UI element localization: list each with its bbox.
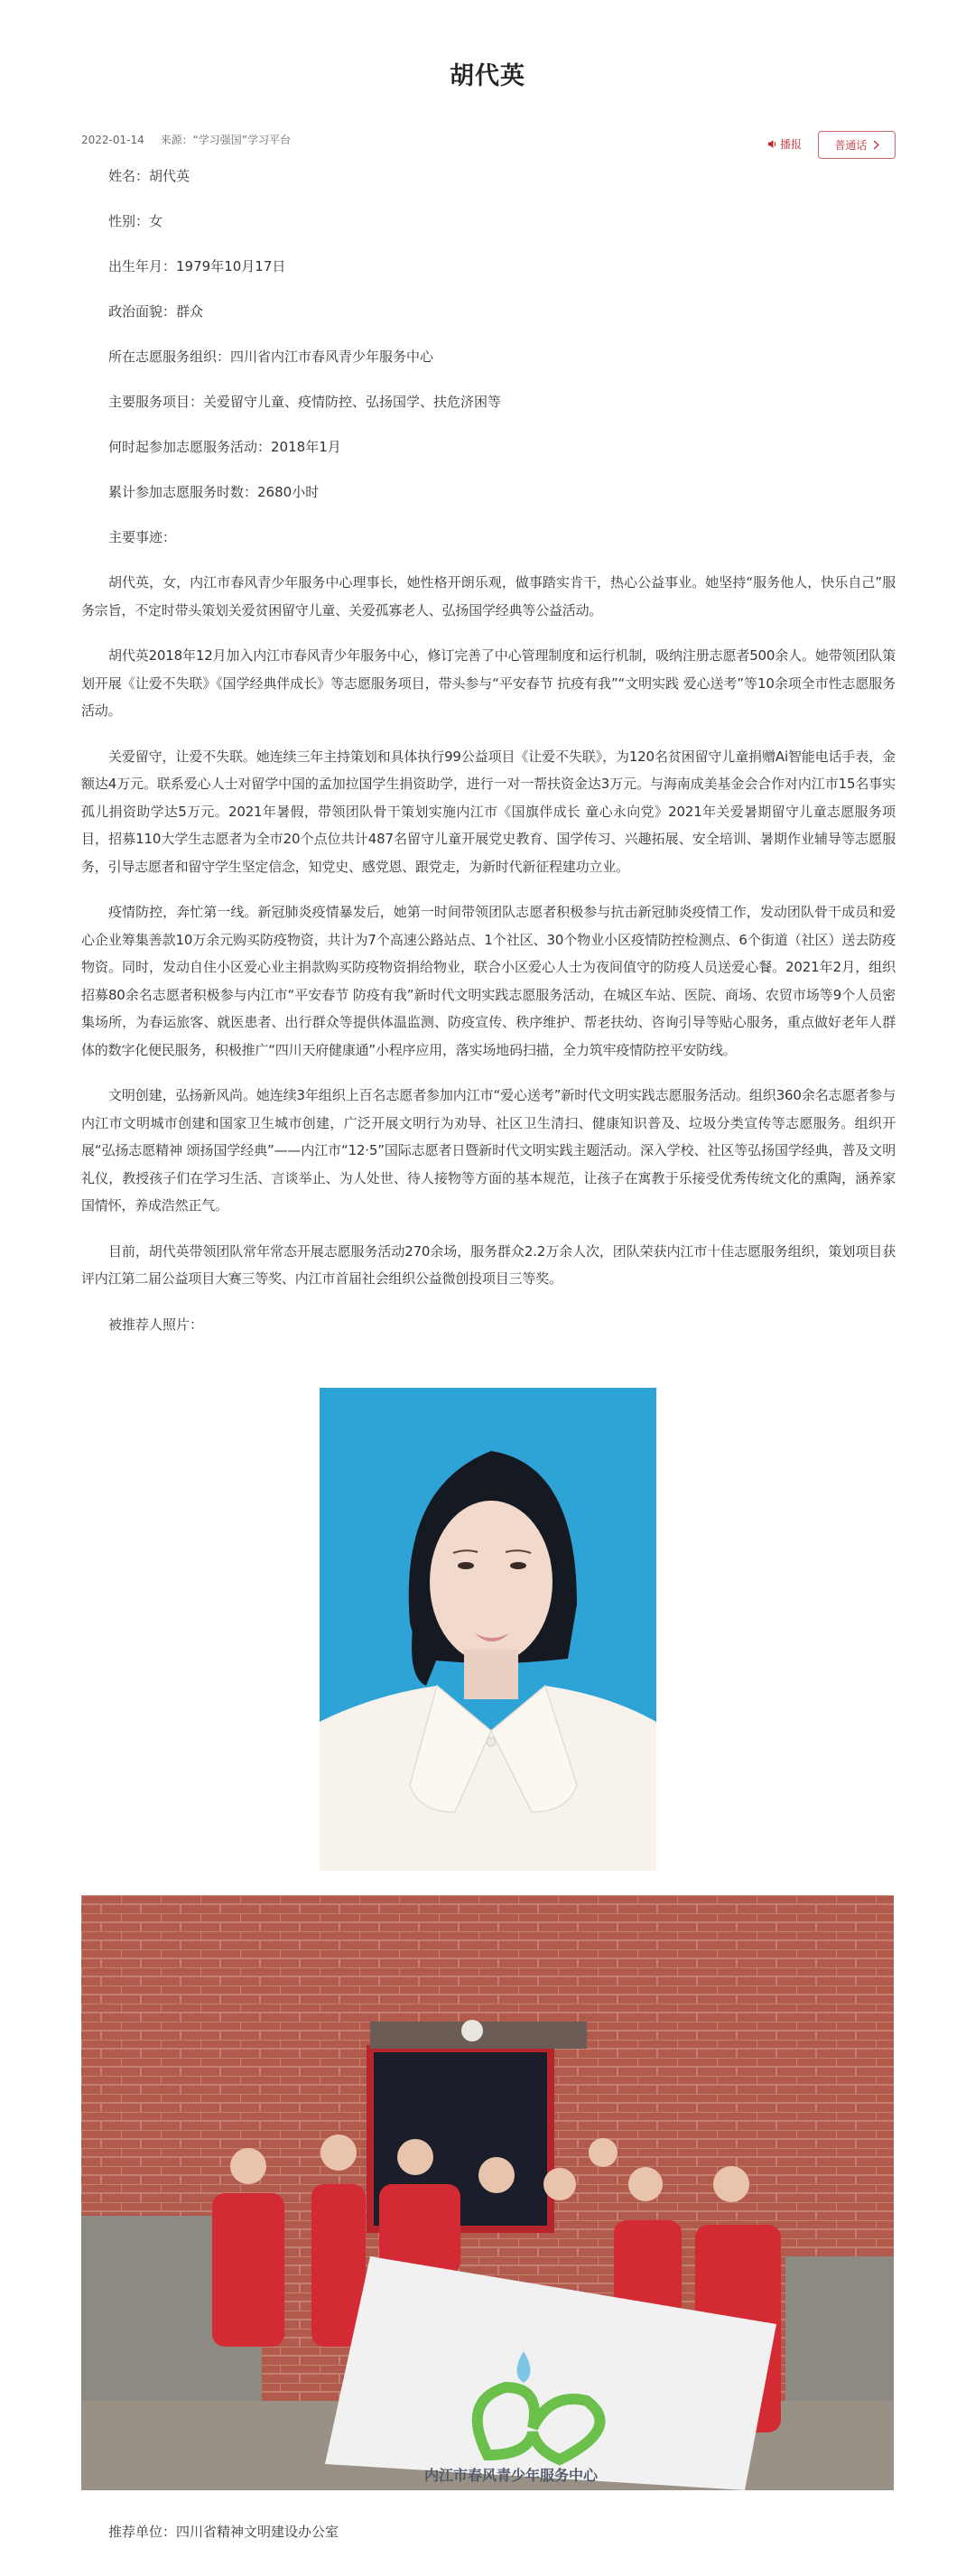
broadcast-button[interactable] xyxy=(767,136,802,152)
profile-service-items: 主要服务项目：关爱留守儿童、疫情防控、弘扬国学、扶危济困等 xyxy=(108,394,502,410)
profile-gender: 性别：女 xyxy=(108,213,163,229)
photos-label: 被推荐人照片： xyxy=(108,1316,204,1333)
recommending-unit-label: 推荐单位： xyxy=(108,2524,177,2540)
banner-text: 内江市春风青少年服务中心 xyxy=(424,2467,599,2484)
profile-service-hours: 累计参加志愿服务时数：2680小时 xyxy=(108,484,320,500)
language-select-button[interactable] xyxy=(818,131,896,159)
paragraph-left-behind-children: 关爱留守，让爱不失联。她连续三年主持策划和具体执行99公益项目《让爱不失联》，为120名贫困留守儿童捐赠Ai智能电话手表，金额达4万元。联系爱心人士对留学中国的孟加拉国学生捐资助学，进行一对一帮扶资金达3万元。与海南成美基金会合作对内江市15名事实孤儿捐资助学达5万元。2021年暑假，带领团队骨干策划实施内江市《国旗伴成长 童心永向党》2021年关爱暑期留守儿童志愿服务项目，招募110大学生志愿者为全市20个点位共计487名留守儿童开展党史教育、国学传习、兴趣拓展、安全培训、暑期作业辅导等志愿服务，引导志愿者和留守学生坚定信念，知党史、感党恩、跟党走，为新时代新征程建功立业。 xyxy=(81,748,896,875)
paragraph-intro: 胡代英，女，内江市春风青少年服务中心理事长，她性格开朗乐观，做事踏实肯干，热心公益事业。她坚持“服务他人，快乐自己”服务宗旨，不定时带头策划关爱贫困留守儿童、关爱孤寡老人、弘扬国学经典等公益活动。 xyxy=(81,574,896,618)
paragraph-joining: 胡代英2018年12月加入内江市春风青少年服务中心，修订完善了中心管理制度和运行机制，吸纳注册志愿者500余人。她带领团队策划开展《让爱不失联》《国学经典伴成长》等志愿服务项目，带头参与“平安春节 抗疫有我”“文明实践 爱心送考”等10余项全市性志愿服务活动。 xyxy=(81,647,896,719)
recommending-unit-value: 四川省精神文明建设办公室 xyxy=(176,2524,339,2540)
profile-birthdate: 出生年月：1979年10月17日 xyxy=(108,258,286,274)
article-meta xyxy=(81,132,291,147)
publish-date: 2022-01-14 xyxy=(81,134,144,146)
speaker-icon xyxy=(767,139,777,149)
portrait-photo xyxy=(320,1388,656,1871)
profile-political-status: 政治面貌：群众 xyxy=(108,303,204,320)
profile-start-date: 何时起参加志愿服务活动：2018年1月 xyxy=(108,439,341,455)
language-label: 普通话 xyxy=(834,139,868,152)
paragraph-civilization: 文明创建，弘扬新风尚。她连续3年组织上百名志愿者参加内江市“爱心送考”新时代文明实践志愿服务活动。组织360余名志愿者参与内江市文明城市创建和国家卫生城市创建，广泛开展文明行为劝导、社区卫生清扫、健康知识普及、垃圾分类宣传等志愿服务。组织开展“弘扬志愿精神 颂扬国学经典”——内江市“12·5”国际志愿者日暨新时代文明实践主题活动。深入学校、社区等弘扬国学经典，普及文明礼仪，教授孩子们在学习生活、言谈举止、为人处世、待人接物等方面的基本规范，让孩子在寓教于乐接受优秀传统文化的熏陶，涵养家国情怀，养成浩然正气。 xyxy=(81,1087,896,1214)
paragraph-summary: 目前，胡代英带领团队常年常态开展志愿服务活动270余场，服务群众2.2万余人次，团队荣获内江市十佳志愿服务组织，策划项目获评内江第二届公益项目大赛三等奖、内江市首届社会组织公益微创投项目三等奖。 xyxy=(81,1242,896,1287)
article-title: 胡代英 xyxy=(450,62,525,90)
group-photo xyxy=(81,1895,894,2490)
profile-deeds-heading: 主要事迹： xyxy=(108,529,177,545)
broadcast-label: 播报 xyxy=(780,138,803,151)
profile-organization: 所在志愿服务组织：四川省内江市春风青少年服务中心 xyxy=(108,349,434,365)
chevron-right-icon xyxy=(873,140,879,150)
article-body xyxy=(81,163,896,1338)
paragraph-epidemic: 疫情防控，奔忙第一线。新冠肺炎疫情暴发后，她第一时间带领团队志愿者积极参与抗击新冠肺炎疫情工作，发动团队骨干成员和爱心企业筹集善款10万余元购买防疫物资，共计为7个高速公路站点、1个社区、30个物业小区疫情防控检测点、6个街道（社区）送去防疫物资。同时，发动自住小区爱心业主捐款购买防疫物资捐给物业，联合小区爱心人士为夜间值守的防疫人员送爱心餐。2021年2月，组织招募80余名志愿者积极参与内江市“平安春节 防疫有我”新时代文明实践志愿服务活动，在城区车站、医院、商场、农贸市场等9个人员密集场所，为春运旅客、就医患者、出行群众等提供体温监测、防疫宣传、秩序维护、帮老扶幼、咨询引导等贴心服务，重点做好老年人群体的数字化便民服务，积极推广“四川天府健康通”小程序应用，落实场地码扫描，全力筑牢疫情防控平安防线。 xyxy=(81,904,896,1058)
profile-name: 姓名：胡代英 xyxy=(108,168,190,184)
article-source: 来源：“学习强国”学习平台 xyxy=(160,134,292,146)
recommending-unit xyxy=(108,2522,339,2541)
